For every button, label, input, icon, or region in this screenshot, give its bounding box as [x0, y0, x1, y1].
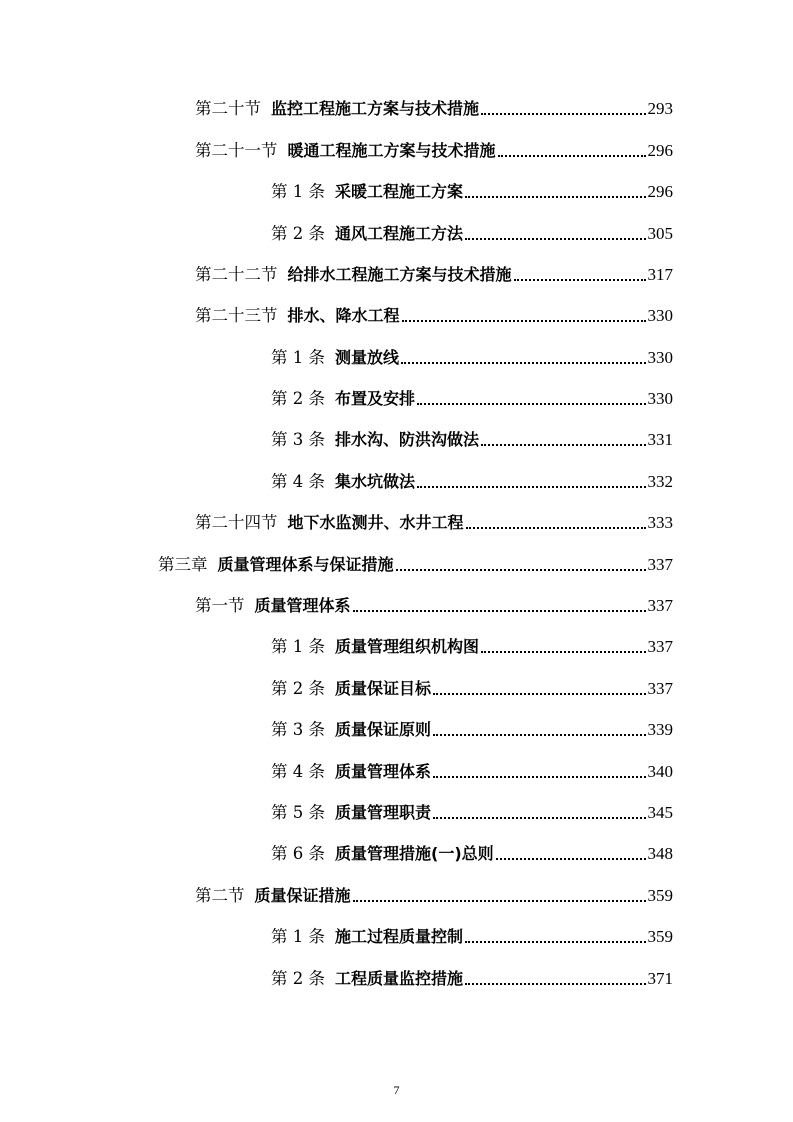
toc-entry-number: 第 4 条	[271, 762, 325, 781]
toc-entry-title: 质量管理体系	[254, 596, 351, 615]
toc-entry-title: 质量管理措施(一)总则	[335, 844, 494, 863]
toc-entry[interactable]	[271, 387, 673, 411]
dot-leader	[433, 817, 645, 819]
toc-entry-number: 第 1 条	[271, 927, 325, 946]
toc-entry-title: 采暖工程施工方案	[335, 182, 464, 201]
toc-entry[interactable]	[271, 925, 673, 949]
toc-entry[interactable]	[158, 553, 673, 577]
dot-leader	[466, 527, 646, 529]
toc-entry[interactable]	[271, 346, 673, 370]
toc-entry-number: 第二十二节	[195, 265, 278, 284]
toc-entry-page: 371	[647, 969, 673, 988]
toc-entry-title: 质量保证原则	[335, 720, 432, 739]
toc-entry[interactable]	[271, 635, 673, 659]
toc-entry-page: 337	[647, 679, 673, 698]
dot-leader	[402, 320, 646, 322]
toc-entry-number: 第 2 条	[271, 389, 325, 408]
toc-entry-page: 296	[647, 182, 673, 201]
toc-entry-page: 331	[647, 430, 673, 449]
toc-entry-page: 348	[647, 844, 673, 863]
toc-entry-page: 345	[647, 803, 673, 822]
dot-leader	[481, 444, 645, 446]
toc-entry-number: 第 1 条	[271, 348, 325, 367]
toc-entry[interactable]	[271, 180, 673, 204]
toc-entry-number: 第二十三节	[195, 306, 278, 325]
toc-entry-number: 第 6 条	[271, 844, 325, 863]
dot-leader	[496, 858, 646, 860]
toc-entry-title: 质量管理体系	[335, 762, 432, 781]
toc-entry-title: 布置及安排	[335, 389, 416, 408]
toc-entry-number: 第二十一节	[195, 141, 278, 160]
toc-entry-title: 质量保证目标	[335, 679, 432, 698]
toc-entry-title: 质量管理职责	[335, 803, 432, 822]
toc-entry-title: 工程质量监控措施	[335, 969, 464, 988]
dot-leader	[514, 279, 646, 281]
toc-entry-title: 给排水工程施工方案与技术措施	[287, 265, 512, 284]
dot-leader	[417, 403, 645, 405]
toc-entry-number: 第 4 条	[271, 472, 325, 491]
dot-leader	[396, 569, 646, 571]
toc-entry-title: 质量管理组织机构图	[335, 637, 480, 656]
dot-leader	[433, 734, 645, 736]
toc-entry-page: 337	[647, 637, 673, 656]
dot-leader	[353, 610, 646, 612]
toc-entry-number: 第 1 条	[271, 182, 325, 201]
dot-leader	[353, 900, 646, 902]
toc-entry-title: 排水沟、防洪沟做法	[335, 430, 480, 449]
dot-leader	[417, 486, 645, 488]
toc-entry[interactable]	[271, 801, 673, 825]
dot-leader	[465, 238, 645, 240]
toc-entry-number: 第二节	[195, 886, 245, 905]
dot-leader	[433, 693, 645, 695]
toc-entry-number: 第一节	[195, 596, 245, 615]
toc-entry-page: 332	[647, 472, 673, 491]
toc-entry-page: 359	[647, 886, 673, 905]
toc-entry-title: 地下水监测井、水井工程	[287, 513, 464, 532]
toc-entry-page: 340	[647, 762, 673, 781]
toc-entry-number: 第 2 条	[271, 969, 325, 988]
toc-entry-page: 296	[647, 141, 673, 160]
toc-entry-page: 317	[647, 265, 673, 284]
toc-entry-number: 第 5 条	[271, 803, 325, 822]
toc-entry-title: 施工过程质量控制	[335, 927, 464, 946]
toc-entry-page: 330	[647, 389, 673, 408]
toc-entry[interactable]	[271, 842, 673, 866]
toc-entry-number: 第二十节	[195, 99, 261, 118]
dot-leader	[498, 155, 646, 157]
toc-entry-number: 第 1 条	[271, 637, 325, 656]
toc-entry-number: 第 3 条	[271, 430, 325, 449]
toc-entry-page: 305	[647, 224, 673, 243]
toc-entry-page: 337	[647, 596, 673, 615]
toc-entry-number: 第三章	[158, 555, 208, 574]
page-number: 7	[393, 1083, 400, 1097]
toc-entry-page: 330	[647, 306, 673, 325]
toc-entry-title: 测量放线	[335, 348, 400, 367]
toc-entry[interactable]	[195, 594, 673, 618]
toc-entry[interactable]	[271, 718, 673, 742]
dot-leader	[465, 983, 645, 985]
toc-entry-page: 359	[647, 927, 673, 946]
dot-leader	[433, 776, 645, 778]
toc-entry-page: 293	[647, 99, 673, 118]
dot-leader	[481, 113, 645, 115]
toc-entry[interactable]	[195, 511, 673, 535]
dot-leader	[465, 196, 645, 198]
toc-entry-number: 第 2 条	[271, 679, 325, 698]
toc-entry[interactable]	[195, 884, 673, 908]
toc-entry-page: 333	[647, 513, 673, 532]
toc-entry-title: 质量保证措施	[254, 886, 351, 905]
toc-entry-page: 337	[647, 555, 673, 574]
toc-entry[interactable]	[271, 470, 673, 494]
toc-entry-title: 通风工程施工方法	[335, 224, 464, 243]
dot-leader	[481, 651, 645, 653]
toc-entry[interactable]	[271, 677, 673, 701]
toc-entry-title: 监控工程施工方案与技术措施	[271, 99, 480, 118]
toc-entry[interactable]	[195, 304, 673, 328]
toc-entry-number: 第 3 条	[271, 720, 325, 739]
toc-entry-number: 第二十四节	[195, 513, 278, 532]
dot-leader	[401, 362, 645, 364]
toc-entry[interactable]	[195, 139, 673, 163]
toc-entry-title: 排水、降水工程	[287, 306, 400, 325]
toc-entry-page: 330	[647, 348, 673, 367]
toc-entry[interactable]	[195, 263, 673, 287]
toc-entry[interactable]	[271, 760, 673, 784]
toc-entry-title: 质量管理体系与保证措施	[217, 555, 394, 574]
toc-entry[interactable]	[271, 222, 673, 246]
toc-entry[interactable]	[195, 97, 673, 121]
toc-entry-title: 暖通工程施工方案与技术措施	[287, 141, 496, 160]
toc-entry-number: 第 2 条	[271, 224, 325, 243]
toc-entry[interactable]	[271, 428, 673, 452]
toc-entry-page: 339	[647, 720, 673, 739]
toc-entry[interactable]	[271, 967, 673, 991]
toc-entry-title: 集水坑做法	[335, 472, 416, 491]
dot-leader	[465, 941, 645, 943]
